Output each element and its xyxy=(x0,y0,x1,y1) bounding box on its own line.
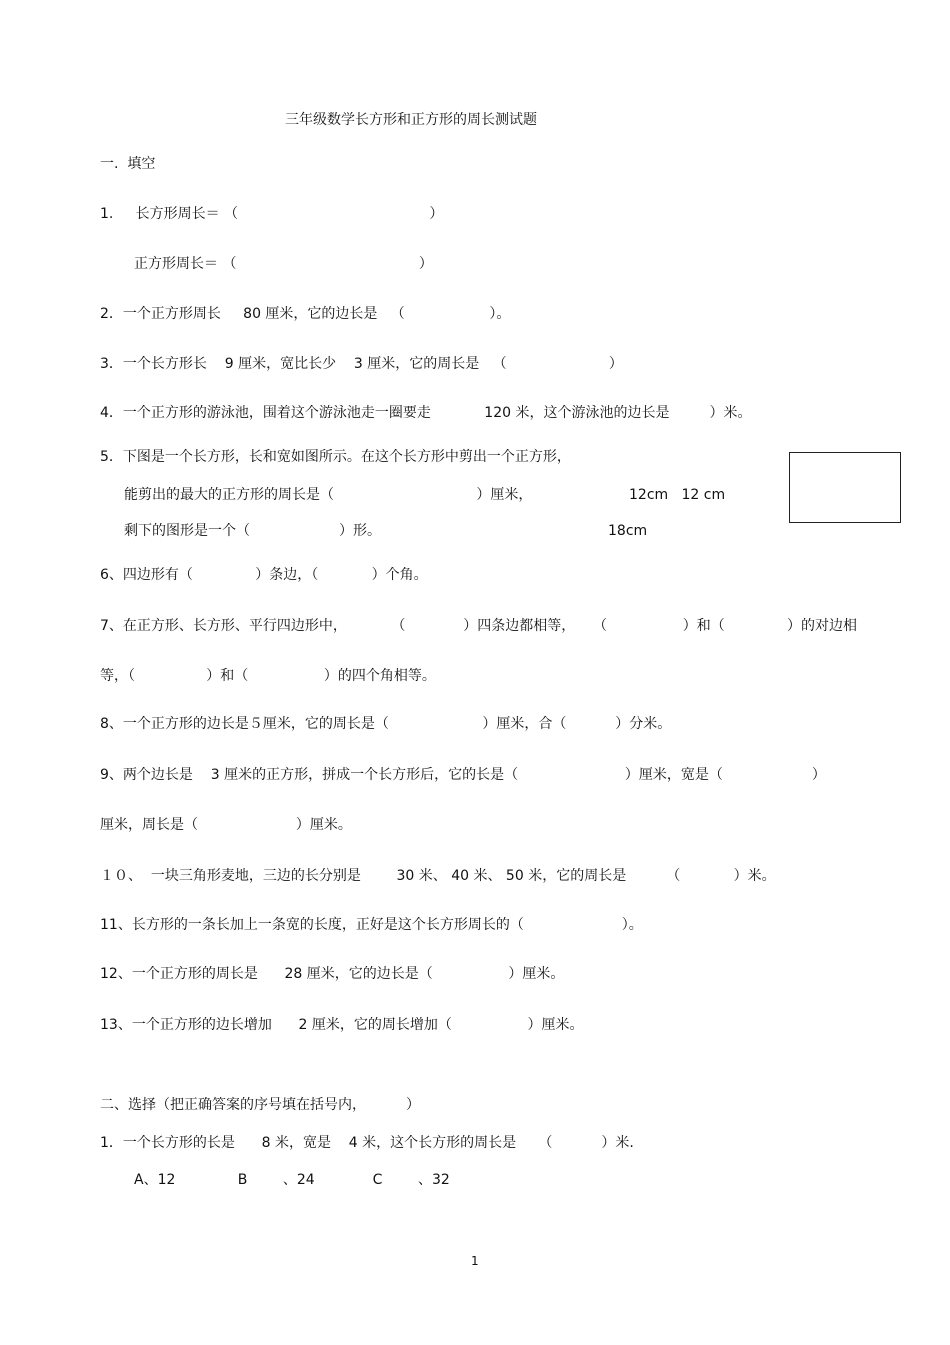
question-6: 6、四边形有（ ）条边，（ ）个角。 xyxy=(100,567,428,583)
question-7-line-1: 7、在正方形、长方形、平行四边形中， （ ）四条边都相等， （ ）和（ ）的对边相 xyxy=(100,618,858,634)
figure-length-label: 18cm xyxy=(608,523,648,539)
question-13: 13、一个正方形的边长增加 2 厘米，它的周长增加（ ）厘米。 xyxy=(100,1017,584,1033)
question-1-square: 正方形周长＝ （ ） xyxy=(134,256,433,272)
choice-question-1-options: A、12 B 、24 C 、32 xyxy=(134,1172,450,1188)
page-title: 三年级数学长方形和正方形的周长测试题 xyxy=(285,112,537,128)
question-2: 2．一个正方形周长 80 厘米，它的边长是 （ ）。 xyxy=(100,306,511,322)
question-8: 8、一个正方形的边长是５厘米，它的周长是（ ）厘米，合（ ）分米。 xyxy=(100,716,672,732)
question-5-line-1: 5．下图是一个长方形，长和宽如图所示。在这个长方形中剪出一个正方形， xyxy=(100,449,571,465)
question-4: 4．一个正方形的游泳池，围着这个游泳池走一圈要走 120 米，这个游泳池的边长是 ）米。 xyxy=(100,405,752,421)
question-3: 3．一个长方形长 9 厘米，宽比长少 3 厘米，它的周长是 （ ） xyxy=(100,356,623,372)
page-number: 1 xyxy=(471,1254,479,1268)
section-heading-fill-in: 一. 填空 xyxy=(100,156,156,172)
rectangle-figure xyxy=(789,452,901,523)
question-12: 12、一个正方形的周长是 28 厘米，它的边长是（ ）厘米。 xyxy=(100,966,565,982)
question-5-line-3: 剩下的图形是一个（ ）形。 xyxy=(124,523,382,539)
question-11: 11、长方形的一条长加上一条宽的长度，正好是这个长方形周长的（ ）。 xyxy=(100,917,643,933)
question-9-line-1: 9、两个边长是 3 厘米的正方形，拼成一个长方形后，它的长是（ ）厘米，宽是（ ） xyxy=(100,767,826,783)
question-5-line-2: 能剪出的最大的正方形的周长是（ ）厘米， xyxy=(124,487,533,503)
question-7-line-2: 等，（ ）和（ ）的四个角相等。 xyxy=(100,668,436,684)
section-heading-choice: 二、选择（把正确答案的序号填在括号内， ） xyxy=(100,1097,421,1113)
figure-width-label: 12cm 12 cm xyxy=(629,487,726,503)
question-9-line-2: 厘米，周长是（ ）厘米。 xyxy=(100,817,352,833)
choice-question-1: 1．一个长方形的长是 8 米，宽是 4 米，这个长方形的周长是 （ ）米. xyxy=(100,1135,634,1151)
question-1-rectangle: 1. 长方形周长＝ （ ） xyxy=(100,206,444,222)
question-10: １０、 一块三角形麦地，三边的长分别是 30 米、 40 米、 50 米，它的周长是 （ ）米。 xyxy=(100,868,776,884)
